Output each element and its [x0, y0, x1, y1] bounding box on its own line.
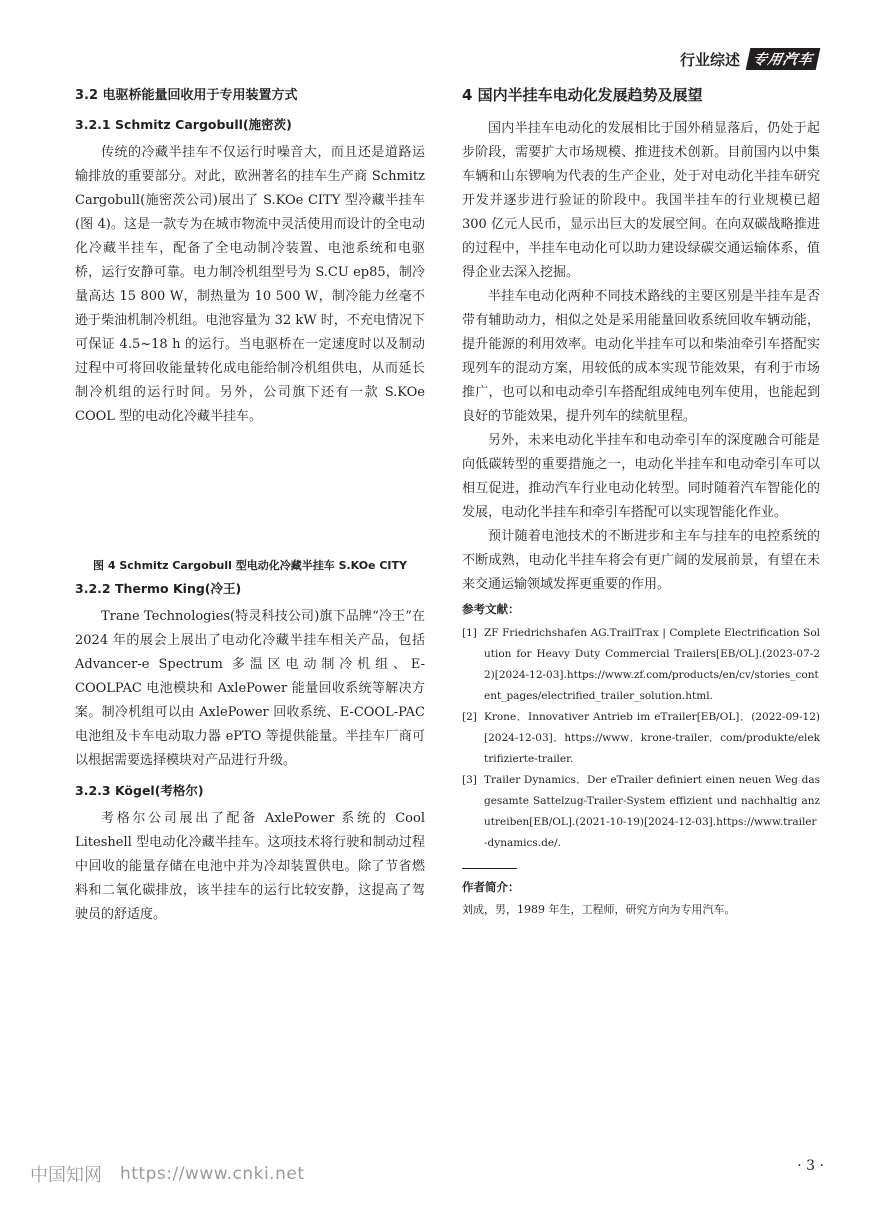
- reference-item: [462, 623, 820, 707]
- reference-text: ZF Friedrichshafen AG.TrailTrax | Complete Electrification Solution for Heavy Duty Commercial Trailers[EB/OL].(2023-07-22)[2024-12-03].https://www.zf.com/products/en/cv/stories_content_pages/electrified_trailer_solution.html.: [484, 627, 820, 702]
- reference-item: [462, 770, 820, 854]
- paragraph-kogel: 考格尔公司展出了配备 AxlePower 系统的 Cool Liteshell 型电动化冷藏半挂车。这项技术将行驶和制动过程中回收的能量存储在电池中并为冷却装置供电。除了节省燃料和二氧化碳排放，该半挂车的运行比较安静，这提高了驾驶员的舒适度。: [75, 811, 425, 922]
- reference-item: [462, 707, 820, 770]
- heading-4: 4 国内半挂车电动化发展趋势及展望: [462, 86, 703, 104]
- page-number: · 3 ·: [797, 1158, 824, 1174]
- cnki-watermark: [30, 1161, 304, 1187]
- heading-3-2: 3.2 电驱桥能量回收用于专用装置方式: [75, 88, 298, 103]
- reference-number: [3]: [462, 774, 477, 786]
- paragraph-integration: 另外，未来电动化半挂车和电动牵引车的深度融合可能是向低碳转型的重要措施之一，电动化半挂车和电动牵引车可以相互促进，推动汽车行业电动化转型。同时随着汽车智能化的发展，电动化半挂车和牵引车搭配可以实现智能化作业。: [462, 433, 820, 520]
- paragraph-schmitz: 传统的冷藏半挂车不仅运行时噪音大，而且还是道路运输排放的重要部分。对此，欧洲著名的挂车生产商 Schmitz Cargobull(施密茨公司)展出了 S.KOe CITY 型冷藏半挂车(图 4)。这是一款专为在城市物流中灵活使用而设计的全电动化冷藏半挂车，配备了全电动制冷装置、电池系统和电驱桥，运行安静可靠。电力制冷机组型号为 S.CU ep85，制冷量高达 15 800 W，制热量为 10 500 W，制冷能力丝毫不逊于柴油机制冷机组。电池容量为 32 kW 时，不充电情况下可保证 4.5~18 h 的运行。当电驱桥在一定速度时以及制动过程中可将回收能量转化成电能给制冷机组供电，从而延长制冷机组的运行时间。另外，公司旗下还有一款 S.KOe COOL 型的电动化冷藏半挂车。: [75, 145, 425, 424]
- heading-3-2-1: 3.2.1 Schmitz Cargobull(施密茨): [75, 117, 292, 132]
- paragraph-outlook: 预计随着电池技术的不断进步和主车与挂车的电控系统的不断成熟，电动化半挂车将会有更广阔的发展前景，有望在未来交通运输领域发挥更重要的作用。: [462, 529, 820, 592]
- reference-number: [2]: [462, 711, 477, 723]
- author-bio: 刘成，男，1989 年生，工程师，研究方向为专用汽车。: [462, 903, 736, 916]
- reference-text: Krone．Innovativer Antrieb im eTrailer[EB/OL]．(2022-09-12)[2024-12-03]．https://www．krone-trailer．com/produkte/elektrifizierte-trailer.: [484, 711, 820, 765]
- paragraph-routes: 半挂车电动化两种不同技术路线的主要区别是半挂车是否带有辅助动力，相似之处是采用能量回收系统回收车辆动能，提升能源的利用效率。电动化半挂车可以和柴油牵引车搭配实现列车的混动方案，用较低的成本实现节能效果，有利于市场推广，也可以和电动牵引车搭配组成纯电列车使用，也能起到良好的节能效果，提升列车的续航里程。: [462, 289, 820, 424]
- section-title: 行业综述: [679, 50, 740, 69]
- cnki-url: https://www.cnki.net: [120, 1164, 305, 1184]
- heading-3-2-2: 3.2.2 Thermo King(冷王): [75, 581, 242, 596]
- heading-3-2-3: 3.2.3 Kögel(考格尔): [75, 783, 204, 798]
- author-divider: [462, 868, 517, 869]
- author-title: 作者简介：: [462, 880, 520, 894]
- left-column: [75, 78, 425, 927]
- reference-text: Trailer Dynamics．Der eTrailer definiert einen neuen Weg das gesamte Sattelzug-Trailer-System effizient und nachhaltig anzutreiben[EB/OL].(2021-10-19)[2024-12-03].https://www.trailer-dynamics.de/.: [484, 774, 820, 849]
- paragraph-thermo-king: Trane Technologies(特灵科技公司)旗下品牌“冷王”在 2024 年的展会上展出了电动化冷藏半挂车相关产品，包括 Advancer-e Spectrum 多温区电动制冷机组、E-COOLPAC 电池模块和 AxlePower 能量回收系统等解决方案。制冷机组可以由 AxlePower 回收系统、E-COOL-PAC 电池组及卡车电动取力器 ePTO 等提供能量。半挂车厂商可以根据需要选择模块对产品进行升级。: [75, 609, 425, 768]
- references-title: 参考文献：: [462, 602, 520, 616]
- figure-4-caption: 图 4 Schmitz Cargobull 型电动化冷藏半挂车 S.KOe CITY: [93, 559, 407, 572]
- journal-logo: 专用汽车: [746, 48, 821, 70]
- cnki-name: 中国知网: [30, 1165, 102, 1186]
- figure-4-placeholder: [75, 429, 425, 547]
- page-header: [680, 48, 818, 70]
- reference-number: [1]: [462, 627, 477, 639]
- paragraph-domestic: 国内半挂车电动化的发展相比于国外稍显落后，仍处于起步阶段，需要扩大市场规模、推进技术创新。目前国内以中集车辆和山东锣响为代表的生产企业，处于对电动化半挂车研究开发并逐步进行验证的阶段中。我国半挂车的行业规模已超 300 亿元人民币，显示出巨大的发展空间。在向双碳战略推进的过程中，半挂车电动化可以助力建设绿碳交通运输体系，值得企业去深入挖掘。: [462, 121, 820, 280]
- right-column: [462, 78, 820, 919]
